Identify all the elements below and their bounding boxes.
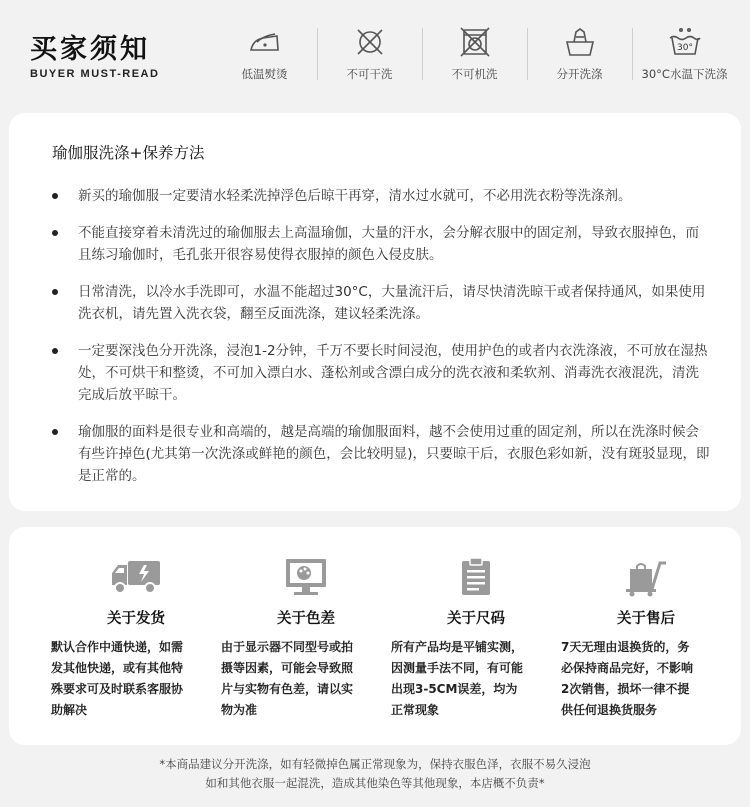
service-title: 关于色差 <box>277 611 335 627</box>
care-symbols <box>212 22 750 84</box>
page-title: 买家须知 <box>30 34 150 65</box>
service-description: 7天无理由退换货的，务必保持商品完好，不影响2次销售，损坏一律不提供任何退换货服务 <box>561 640 694 717</box>
list-item: 新买的瑜伽服一定要清水轻柔洗掉浮色后晾干再穿，清水过水就可，不必用洗衣粉等洗涤剂。 <box>52 185 712 207</box>
list-item: 瑜伽服的面料是很专业和高端的，越是高端的瑜伽服面料，越不会使用过重的固定剂，所以在洗涤时候会有些许掉色(尤其第一次洗涤或鲜艳的颜色，会比较明显)，只要晾干后，衣服色彩如新，没有斑驳显现，即是正常的。 <box>52 421 712 487</box>
service-description: 由于显示器不同型号或拍摄等因素，可能会导致照片与实物有色差，请以实物为准 <box>221 640 354 717</box>
services-row <box>9 527 741 745</box>
low-temp-iron-icon <box>247 26 283 58</box>
monitor-icon <box>280 557 332 597</box>
page-subtitle: BUYER MUST-READ <box>30 68 160 80</box>
service-info-card <box>9 527 741 745</box>
service-color-difference <box>221 527 391 745</box>
care-label: 不可干洗 <box>346 67 393 81</box>
card-title: 瑜伽服洗涤+保养方法 <box>52 144 205 162</box>
care-item-iron <box>212 22 317 84</box>
brand <box>30 34 159 80</box>
care-instructions-card <box>9 113 741 511</box>
clipboard-icon <box>450 557 502 597</box>
service-shipping <box>51 527 221 745</box>
list-item: 不能直接穿着未清洗过的瑜伽服去上高温瑜伽，大量的汗水，会分解衣服中的固定剂，导致衣服掉色，而且练习瑜伽时，毛孔张开很容易使得衣服掉的颜色入侵皮肤。 <box>52 222 712 266</box>
service-after-sales <box>561 527 731 745</box>
care-list <box>52 185 712 487</box>
after-sales-cart-icon <box>620 557 672 597</box>
service-title: 关于尺码 <box>447 611 505 627</box>
service-description: 默认合作中通快递，如需发其他快递，或有其他特殊要求可及时联系客服协助解决 <box>51 640 184 717</box>
care-label: 低温熨烫 <box>241 67 288 81</box>
delivery-truck-icon <box>110 557 162 597</box>
list-item: 一定要深浅色分开洗涤，浸泡1-2分钟，千万不要长时间浸泡，使用护色的或者内衣洗涤液，不可放在湿热处，不可烘干和整烫，不可加入漂白水、蓬松剂或含漂白成分的洗衣液和柔软剂、消毒洗衣液混洗，清洗完成后放平晾干。 <box>52 340 712 406</box>
no-dry-clean-icon <box>352 26 388 58</box>
wash-separately-icon <box>562 26 598 58</box>
care-item-wash-30 <box>632 22 737 84</box>
care-item-no-machine-wash <box>422 22 527 84</box>
wash-30-badge: 30° <box>676 43 693 53</box>
footnote <box>0 755 750 793</box>
no-machine-wash-icon <box>457 26 493 58</box>
service-title: 关于售后 <box>617 611 675 627</box>
footnote-line: *本商品建议分开洗涤，如有轻微掉色属正常现象为，保持衣服色泽，衣服不易久浸泡 <box>159 757 591 771</box>
care-label: 不可机洗 <box>451 67 498 81</box>
list-item: 日常清洗，以冷水手洗即可，水温不能超过30°C，大量流汗后，请尽快清洗晾干或者保持通风，如果使用洗衣机，请先置入洗衣袋，翻至反面洗涤，建议轻柔洗涤。 <box>52 281 712 325</box>
care-label: 30°C水温下洗涤 <box>641 67 728 81</box>
service-title: 关于发货 <box>107 611 165 627</box>
service-description: 所有产品均是平铺实测，因测量手法不同，有可能出现3-5CM误差，均为正常现象 <box>391 640 524 717</box>
care-item-wash-separately <box>527 22 632 84</box>
header <box>0 0 750 105</box>
service-sizing <box>391 527 561 745</box>
care-label: 分开洗涤 <box>556 67 603 81</box>
care-item-no-dry-clean <box>317 22 422 84</box>
wash-30-icon <box>667 26 703 58</box>
footnote-line: 如和其他衣服一起混洗，造成其他染色等其他现象，本店概不负责* <box>205 776 545 790</box>
